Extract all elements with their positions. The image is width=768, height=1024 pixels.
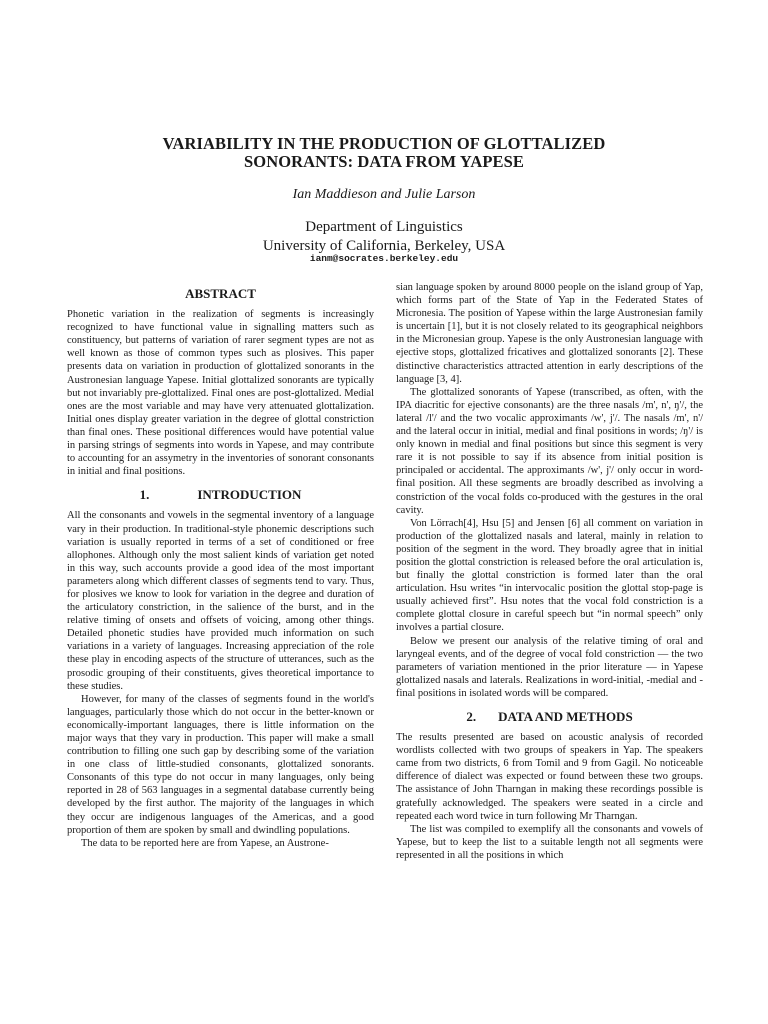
section-1-title: INTRODUCTION	[197, 487, 302, 503]
left-column	[67, 287, 374, 850]
intro-paragraph: All the consonants and vowels in the segmental inventory of a language vary in their production. In traditional-style phonemic descriptions such variation is usually reported in terms of a set of conditioned or free allophones. Although only the most salient kinds of variation get noted in this way, such accounts provide a good idea of the most important parameters along which different classes of segments tend to vary. Thus, for plosives we know to look for variation in the degree and duration of the articulatory constriction, in the salience of the burst, and in the relative timing of onsets and offsets of voicing, among other things. Detailed phonetic studies have provided much information on such variations in a variety of languages. Increasing appreciation of the role these play in encoding aspects of the structure of utterances, such as the prosodic grouping of their constituents, gives theoretical importance to these studies.	[67, 510, 374, 692]
methods-paragraph: The results presented are based on acoustic analysis of recorded wordlists collected with two groups of speakers in Yap. The speakers came from two districts, 6 from Tomil and 9 from Gagil. No noticeable difference of dialect was expected or found between these two groups. The assistance of John Tharngan in making these recordings possible is gratefully acknowledged. The speakers were seated in a circle and repeated each word twice in turn following Mr Tharngan.	[396, 732, 703, 822]
methods-paragraph: The list was compiled to exemplify all the consonants and vowels of Yapese, but to keep the list to a suitable length not all segments were represented in all the positions in which	[396, 823, 703, 861]
affiliation	[60, 218, 708, 256]
paper-title	[60, 135, 708, 171]
right-column	[396, 281, 703, 862]
affiliation-department: Department of Linguistics	[305, 219, 463, 235]
body-paragraph: Von Lörrach[4], Hsu [5] and Jensen [6] all comment on variation in production of the glottalized nasals and lateral, mainly in relation to position of the segment in the word. They broadly agree that in initial position the glottal constriction is released before the oral articulation is, but finally the glottal constriction is formed later than the oral articulation. Hsu writes “in intervocalic position the glottal stop-page is usually achieved first”. Hsu notes that the vocal fold constriction is a complete glottal closure in careful speech but “in normal speech” only involves a partial closure.	[396, 517, 703, 634]
body-paragraph: sian language spoken by around 8000 people on the island group of Yap, which forms part of the State of Yap in the Federated States of Micronesia. The position of Yapese within the large Austronesian family is uncertain [1], but it is not closely related to its geographical neighbors in the Micronesian group. Yapese is the only Austronesian language with ejective stops, glottalized fricatives and glottalized sonorants [2]. These distinctive characteristics attracted attention in early descriptions of the language [3, 4].	[396, 282, 703, 385]
title-line-1: VARIABILITY IN THE PRODUCTION OF GLOTTALIZED	[162, 134, 606, 153]
body-paragraph: The glottalized sonorants of Yapese (transcribed, as often, with the IPA diacritic for ejective consonants) are the three nasals /m', n', ŋ'/, the lateral /l'/ and the two vocalic approximants /w', j'/. The nasals /m', n'/ and the lateral occur in initial, medial and final positions in words; /ŋ'/ is only known in medial and final positions but since this segment is very rare it is not possible to say if its absence from initial position is principaled or accidental. The approximants /w', j'/ only occur in word-final position. All these segments are broadly described as involving a constriction of the vocal folds co-produced with the gestures in the oral cavity.	[396, 386, 703, 516]
intro-paragraph: The data to be reported here are from Yapese, an Austrone-	[81, 837, 329, 849]
author-email: ianm@socrates.berkeley.edu	[309, 253, 459, 264]
intro-paragraph: However, for many of the classes of segments found in the world's languages, particularly those which do not occur in the better-known or economically-important languages, there is little information on the major ways that they vary in production. This paper will make a small contribution to filling one such gap by describing some of the variation in one class of little-studied consonants, glottalized sonorants. Consonants of this type do not occur in many languages, only being reported in 28 of 563 languages in a segmental database currently being developed by the first author. The majority of the languages in which they occur are indigenous languages of the Americas, and a good proportion of them are spoken by small and dwindling populations.	[67, 693, 374, 836]
section-1-number: 1.	[139, 487, 150, 503]
section-2-number: 2.	[466, 709, 477, 724]
section-2-heading	[396, 710, 703, 723]
title-line-2: SONORANTS: DATA FROM YAPESE	[243, 152, 525, 171]
section-1-heading	[67, 488, 374, 501]
abstract-heading: ABSTRACT	[185, 286, 256, 301]
body-paragraph: Below we present our analysis of the relative timing of oral and laryngeal events, and of the degree of vocal fold constriction — the two parameters of variation mentioned in the prior literature — in Yapese glottalized nasals and laterals. Realizations in word-initial, -medial and -final positions in isolated words will be compared.	[396, 635, 703, 699]
abstract-text: Phonetic variation in the realization of segments is increasingly recognized to have functional value in signalling matters such as constituency, but patterns of variation of rarer segment types are not as well known as those of common types such as plosives. This paper presents data on variation in production of glottalized sonorants in the Austronesian language Yapese. Initial glottalized sonorants are typically but not invariably pre-glottalized. Final ones are post-glottalized. Medial ones are the most variable and may have very attenuated glottalization. Initial ones display greater variation in the degree of glottal constriction than final ones. These positional differences would have potential value in parsing strings of segments into words in Yapese, and may contribute to accounting for an assymetry in the inventories of sonorant consonants in initial and final positions.	[67, 309, 374, 478]
affiliation-university: University of California, Berkeley, USA	[262, 238, 506, 254]
section-2-title: DATA AND METHODS	[498, 709, 633, 724]
authors: Ian Maddieson and Julie Larson	[292, 187, 476, 202]
